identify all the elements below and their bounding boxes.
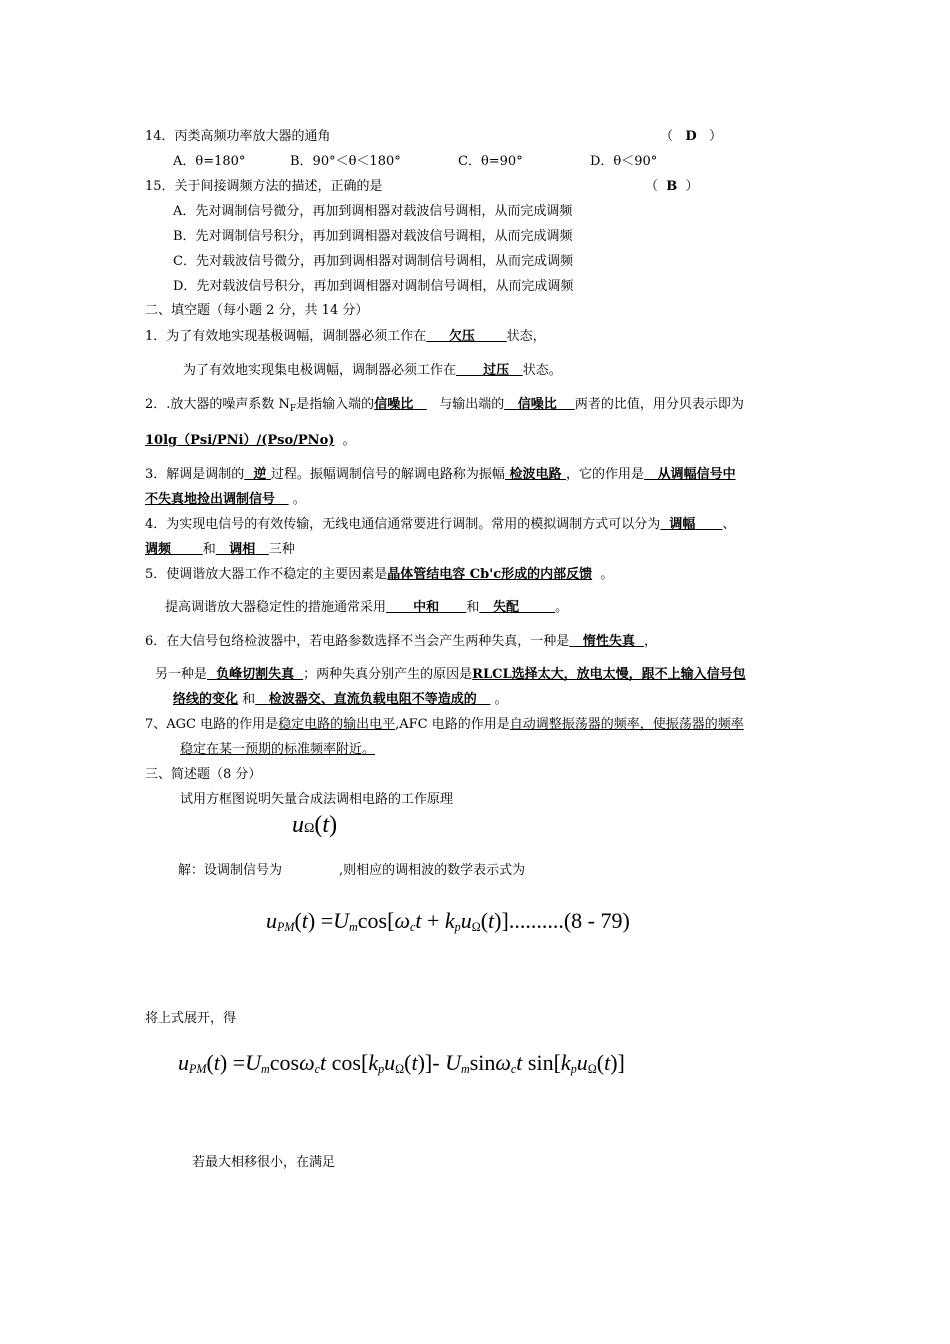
answer-blank: 信噪比 — [517, 397, 557, 412]
q14-answer — [660, 128, 722, 146]
equation-expanded: $u_{PM}(t) =U_m\cos\omega_ct$ $\cos[k_pu_\Omega(t)]-$ $U_m\sin\omega_ct$ $\sin[k_pu_\Omega(t)]$ — [178, 1050, 625, 1076]
text: ， — [643, 634, 657, 649]
fill-q5b — [165, 599, 568, 617]
answer-blank: 晶体管结电容 Cb'c形成的内部反馈 — [387, 567, 593, 582]
q15-option-a: A．先对调制信号微分，再加到调相器对载波信号调相，从而完成调频 — [173, 204, 573, 219]
fill-q3-cont — [145, 491, 306, 509]
q14-option-a: A．θ=180° — [173, 154, 246, 169]
answer-close: ） — [709, 129, 723, 144]
answer-blank: 检波电路 — [509, 467, 562, 482]
answer-open: （ — [645, 179, 659, 194]
text: ；两种失真分别产生的原因是 — [303, 667, 473, 682]
text: 和 — [202, 542, 216, 557]
text: 。 — [555, 600, 569, 615]
answer-open: （ — [660, 129, 674, 144]
text: 1．为了有效地实现基极调幅，调制器必须工作在 — [145, 329, 427, 344]
answer-blank: 自动调整振荡器的频率，使振荡器的频率 — [509, 717, 744, 732]
text: 7、AGC 电路的作用是 — [145, 717, 279, 732]
text: ,则相应的调相波的数学表示式为 — [339, 863, 526, 878]
fill-q1b — [183, 362, 562, 380]
answer-blank: 检波器交、直流负载电阻不等造成的 — [268, 692, 477, 707]
answer-letter: B — [666, 179, 678, 194]
answer-blank: 调幅 — [669, 517, 696, 532]
q15-option-c: C．先对载波信号微分，再加到调相器对调制信号调相，从而完成调频 — [173, 254, 573, 269]
text: 。 — [292, 492, 306, 507]
text: 另一种是 — [155, 667, 208, 682]
solution-intro — [178, 862, 525, 880]
fill-q7 — [145, 716, 744, 734]
answer-blank: 逆 — [253, 467, 267, 482]
answer-blank: 不失真地捡出调制信号 — [145, 492, 276, 507]
text: 状态。 — [522, 363, 562, 378]
fill-q6 — [145, 633, 657, 651]
text: 和 — [466, 600, 480, 615]
text: 两者的比值，用分贝表示即为 — [574, 397, 744, 412]
text: 6．在大信号包络检波器中，若电路参数选择不当会产生两种失真，一种是 — [145, 634, 570, 649]
fill-q4-cont — [145, 541, 295, 559]
text: 三种 — [268, 542, 295, 557]
text: 状态， — [506, 329, 546, 344]
answer-blank: 信噪比 — [374, 397, 414, 412]
answer-blank: 调相 — [229, 542, 256, 557]
answer-blank: 稳定在某一预期的标准频率附近。 — [180, 742, 376, 757]
q14-option-b: B．90°＜θ＜180° — [290, 154, 401, 169]
fill-q6b-cont — [173, 691, 508, 709]
answer-blank: 失配 — [492, 600, 519, 615]
text: ，它的作用是 — [565, 467, 644, 482]
text: 4．为实现电信号的有效传输，无线电通信通常要进行调制。常用的模拟调制方式可以分为 — [145, 517, 661, 532]
q14-option-d: D．θ＜90° — [590, 154, 658, 169]
text: 5．使调谐放大器工作不稳定的主要因素是 — [145, 567, 388, 582]
section2-heading: 二、填空题（每小题 2 分，共 14 分） — [145, 303, 369, 318]
fill-q4 — [145, 516, 736, 534]
text: 2．.放大器的噪声系数 N — [145, 397, 290, 412]
answer-blank: 欠压 — [448, 329, 475, 344]
q15-answer — [645, 178, 699, 196]
expand-text: 将上式展开，得 — [145, 1011, 237, 1026]
text: 与输出端的 — [439, 397, 505, 412]
fill-q3 — [145, 466, 736, 484]
text: 3．解调是调制的 — [145, 467, 245, 482]
fill-q2 — [145, 396, 744, 418]
text: 提高调谐放大器稳定性的措施通常采用 — [165, 600, 387, 615]
text: 和 — [242, 692, 256, 707]
condition-text: 若最大相移很小，在满足 — [192, 1155, 336, 1170]
q14-stem: 14．丙类高频功率放大器的通角 — [145, 129, 331, 144]
answer-blank: 过压 — [483, 363, 510, 378]
text: 、 — [722, 517, 736, 532]
answer-close: ） — [685, 179, 699, 194]
section3-heading: 三、简述题（8 分） — [145, 767, 262, 782]
q15-stem: 15．关于间接调频方法的描述，正确的是 — [145, 179, 383, 194]
answer-blank: 调频 — [145, 542, 172, 557]
fill-q5 — [145, 566, 613, 584]
text: 。 — [494, 692, 508, 707]
fill-q1a — [145, 328, 546, 346]
text: 是指输入端的 — [296, 397, 375, 412]
answer-blank: 惰性失真 — [582, 634, 635, 649]
fill-q2-formula — [145, 432, 356, 450]
q15-option-b: B．先对调制信号积分，再加到调相器对载波信号调相，从而完成调频 — [173, 229, 573, 244]
text: 过程。振幅调制信号的解调电路称为振幅 — [270, 467, 505, 482]
text: 。 — [600, 567, 614, 582]
text: F — [289, 404, 297, 414]
u-omega-formula: uΩ(t) — [292, 812, 338, 838]
answer-blank: 稳定电路的输出电平 — [278, 717, 396, 732]
text: 。 — [342, 433, 356, 448]
fill-q6b — [155, 666, 746, 684]
answer-blank: 负峰切割失真 — [216, 667, 295, 682]
equation-8-79: $u_{PM}(t) =U_m\cos[\omega_ct + k_pu_\Omega(t)]..........(8 - 79)$ — [266, 908, 630, 934]
q15-option-d: D．先对载波信号积分，再加到调相器对调制信号调相，从而完成调频 — [173, 279, 574, 294]
q14-option-c: C．θ=90° — [458, 154, 523, 169]
answer-blank: 10lg（Psi/PNi）/(Pso/PNo) — [145, 433, 335, 448]
answer-blank: 中和 — [413, 600, 440, 615]
answer-letter: D — [685, 129, 697, 144]
fill-q7-cont — [180, 741, 375, 759]
section3-question: 试用方框图说明矢量合成法调相电路的工作原理 — [180, 792, 454, 807]
answer-blank: 从调幅信号中 — [657, 467, 736, 482]
text: ,AFC 电路的作用是 — [395, 717, 510, 732]
text: 解：设调制信号为 — [178, 863, 283, 878]
answer-blank: RLCL选择太大，放电太慢，跟不上输入信号包 — [472, 667, 746, 682]
text: 为了有效地实现集电极调幅，调制器必须工作在 — [183, 363, 457, 378]
answer-blank: 络线的变化 — [173, 692, 239, 707]
